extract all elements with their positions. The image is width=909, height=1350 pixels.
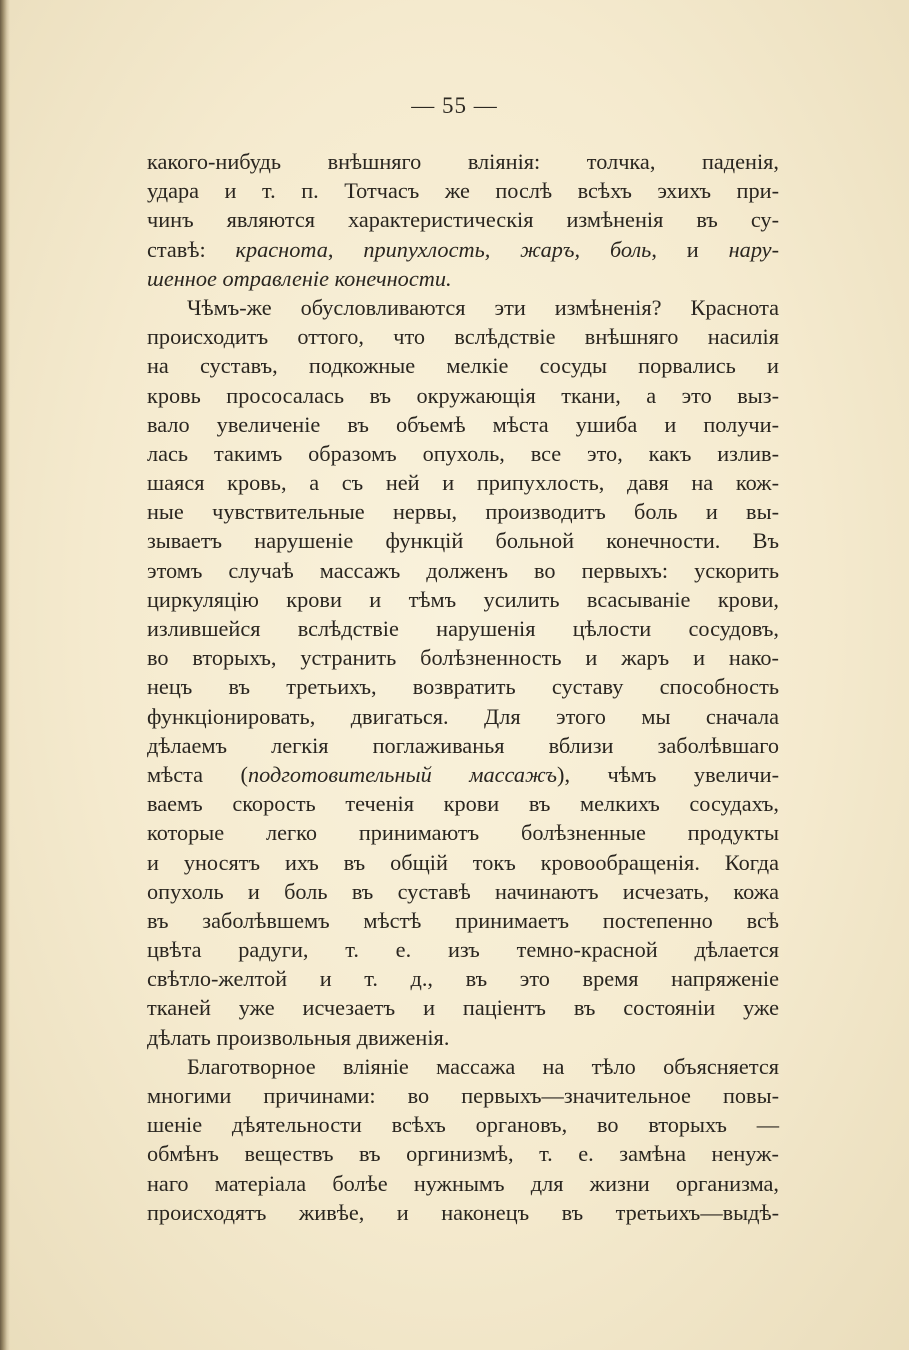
emphasis: шенное отравленіе конечности. (147, 265, 452, 291)
text-line: шаяся кровь, а съ ней и припухлость, давя на кож- (147, 470, 779, 496)
text-line: шеніе дѣятельности всѣхъ органовъ, во вторыхъ — (147, 1112, 779, 1138)
text-line: дѣлаемъ легкія поглаживанья вблизи заболѣвшаго (147, 732, 779, 758)
text-line: во вторыхъ, устранить болѣзненность и жаръ и нако- (147, 645, 779, 671)
emphasis: нару- (728, 236, 779, 262)
text-line: ставѣ: краснота, припухлость, жаръ, боль, и нару- (147, 236, 779, 262)
text-line: удара и т. п. Тотчасъ же послѣ всѣхъ эхихъ при- (147, 178, 779, 204)
emphasis: краснота (235, 236, 328, 262)
text-line: и уносятъ ихъ въ общій токъ кровообращенія. Когда (147, 849, 779, 875)
text-line: этомъ случаѣ массажъ долженъ во первыхъ: ускорить (147, 557, 779, 583)
text-line: многими причинами: во первыхъ—значительное повы- (147, 1083, 779, 1108)
text-line: зываетъ нарушеніе функцій больной конечности. Въ (147, 528, 779, 554)
page-binding-edge (0, 0, 10, 1350)
text-line: въ заболѣвшемъ мѣстѣ принимаетъ постепенно всѣ (147, 907, 779, 933)
text-line: цвѣта радуги, т. е. изъ темно-красной дѣлается (147, 937, 779, 963)
text-line: ные чувствительные нервы, производитъ боль и вы- (147, 499, 779, 525)
text-line: циркуляцію крови и тѣмъ усилить всасываніе крови, (147, 586, 779, 612)
text-line: происходятъ живѣе, и наконецъ въ третьихъ—выдѣ- (147, 1199, 779, 1225)
text-line: опухоль и боль въ суставѣ начинаютъ исчезать, кожа (147, 878, 779, 904)
text-line: дѣлать произвольныя движенія. (147, 1024, 450, 1050)
body-text (147, 147, 779, 1227)
paragraph-start-line: Чѣмъ-же обусловливаются эти измѣненія? Краснота (187, 294, 779, 320)
emphasis: припухлость, жаръ, боль (363, 236, 652, 262)
text-line (147, 264, 779, 293)
text-line: наго матеріала болѣе нужнымъ для жизни организма, (147, 1170, 779, 1196)
text-line: ваемъ скорость теченія крови въ мелкихъ сосудахъ, (147, 791, 779, 817)
text-line: свѣтло-желтой и т. д., въ это время напряженіе (147, 966, 779, 992)
text-line: кровь прососалась въ окружающія ткани, а это выз- (147, 382, 779, 408)
text-line: излившейся вслѣдствіе нарушенія цѣлости сосудовъ, (147, 616, 779, 641)
text-line: нецъ въ третьихъ, возвратить суставу способность (147, 674, 779, 700)
text-line: происходитъ оттого, что вслѣдствіе внѣшняго насилія (147, 324, 779, 350)
text-line: чинъ являются характеристическія измѣненія въ су- (147, 207, 779, 233)
page-number: — 55 — (411, 93, 498, 118)
paragraph-start-line: Благотворное вліяніе массажа на тѣло объясняется (187, 1053, 779, 1079)
text-line: лась такимъ образомъ опухоль, все это, какъ излив- (147, 440, 779, 466)
text-line: какого-нибудь внѣшняго вліянія: толчка, паденія, (147, 149, 779, 174)
emphasis: подготовительный массажъ (247, 761, 558, 787)
text-line: которые легко принимаютъ болѣзненные продукты (147, 820, 779, 846)
text-line: функціонировать, двигаться. Для этого мы сначала (147, 703, 779, 729)
text-line: вало увеличеніе въ объемѣ мѣста ушиба и получи- (147, 411, 779, 437)
text-line: мѣста (подготовительный массажъ), чѣмъ увеличи- (147, 761, 779, 787)
text-line: на суставъ, подкожные мелкіе сосуды порвались и (147, 353, 779, 379)
text-line: тканей уже исчезаетъ и паціентъ въ состояніи уже (147, 995, 779, 1021)
text-line: обмѣнъ веществъ въ оргинизмѣ, т. е. замѣна ненуж- (147, 1141, 779, 1167)
